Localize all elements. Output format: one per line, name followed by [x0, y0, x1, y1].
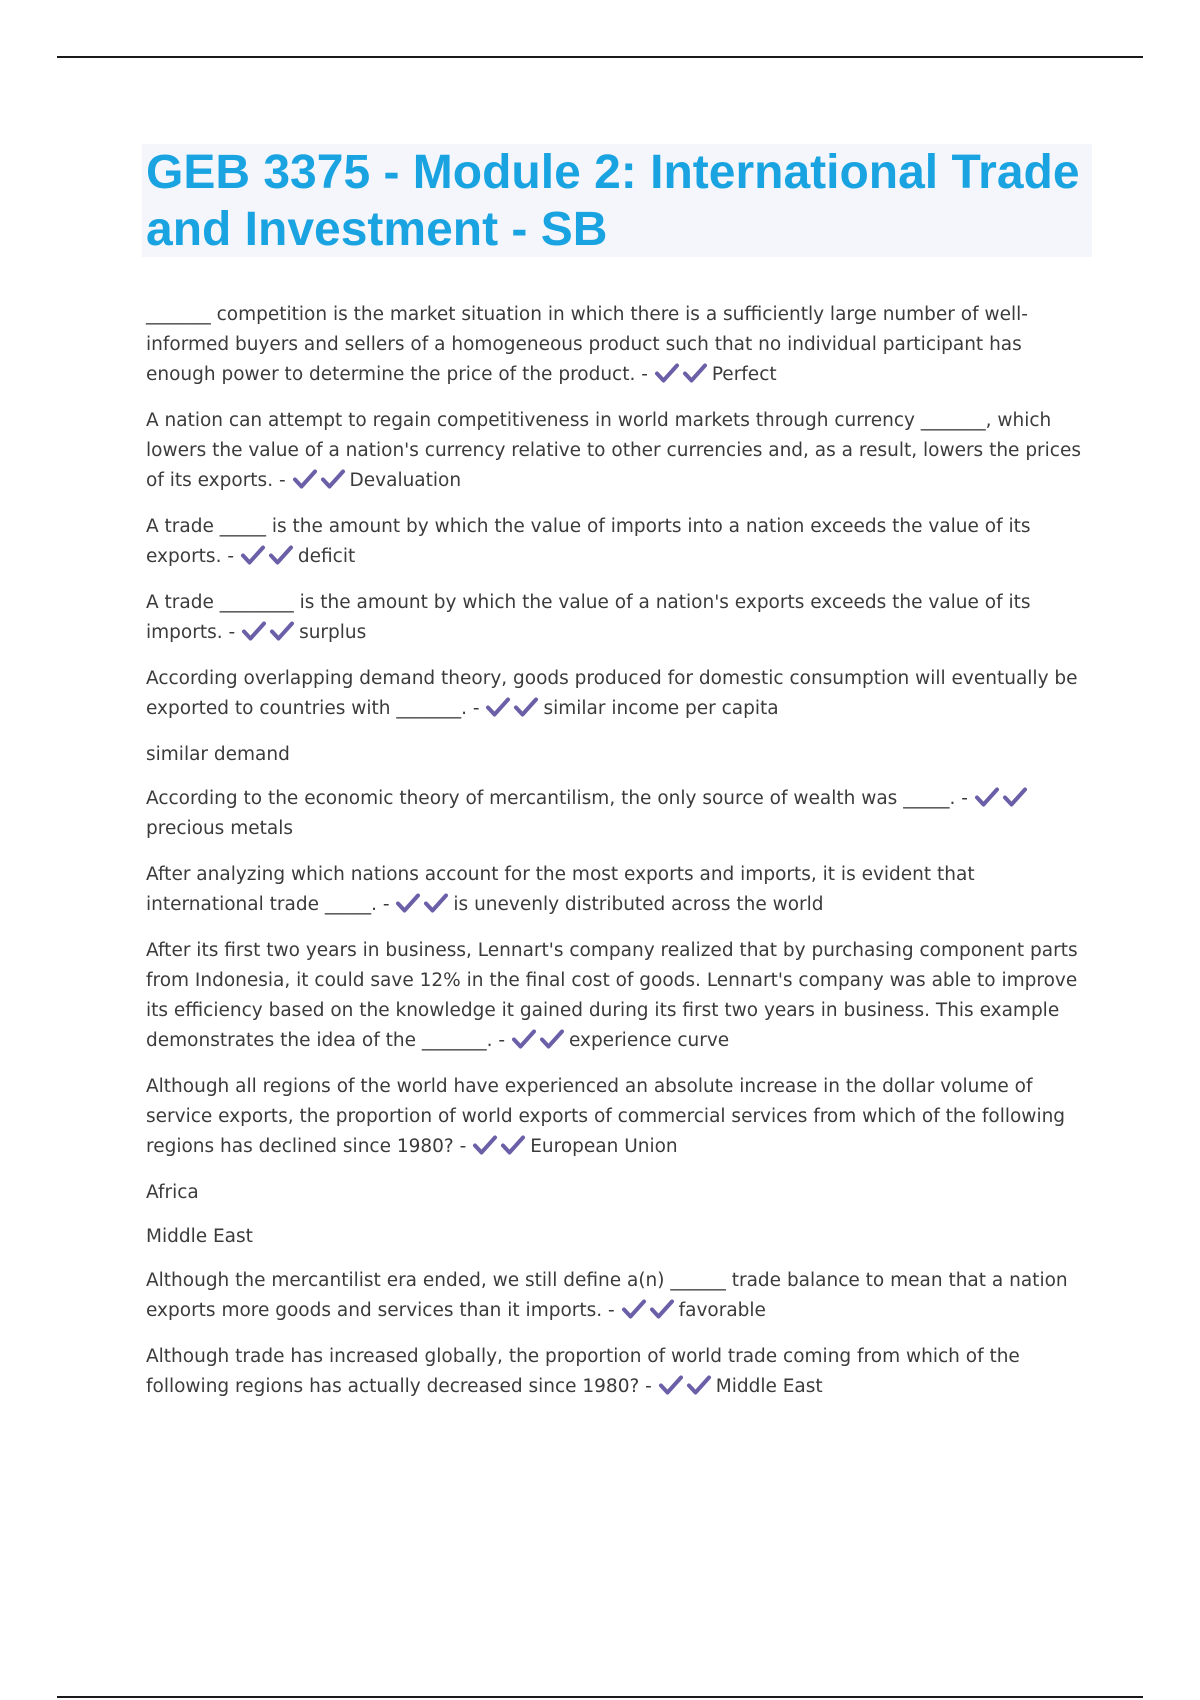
- question-text: A nation can attempt to regain competitiveness in world markets through currency _______, which lowers the value of a nation's currency relative to other currencies and, as a result, lowers the prices of its exports. -: [146, 410, 1081, 491]
- question-text: A trade _____ is the amount by which the value of imports into a nation exceeds the value of its exports. -: [146, 516, 1031, 567]
- check-icon: [485, 696, 511, 718]
- check-icon: [686, 1374, 712, 1396]
- check-icon: [472, 1134, 498, 1156]
- question-text: Although all regions of the world have experienced an absolute increase in the dollar volume of service exports, the proportion of world exports of commercial services from which of the following regions has declined since 1980? -: [146, 1076, 1066, 1157]
- answer-text: is unevenly distributed across the world: [453, 894, 824, 915]
- answer-text: similar income per capita: [543, 698, 779, 719]
- question-item: [146, 664, 1096, 724]
- answer-text: European Union: [530, 1136, 678, 1157]
- header-rule: [57, 56, 1143, 58]
- question-item: [146, 784, 1096, 844]
- check-icon: [974, 786, 1000, 808]
- check-icon: [395, 892, 421, 914]
- question-text: Although the mercantilist era ended, we still define a(n) ______ trade balance to mean that a nation exports more goods and services than it imports. -: [146, 1270, 1068, 1321]
- question-item: [146, 406, 1096, 496]
- answer-text: deficit: [297, 546, 356, 567]
- answer-option: similar demand: [146, 744, 290, 765]
- check-icon: [269, 620, 295, 642]
- answer-text: Devaluation: [349, 470, 462, 491]
- answer-text: experience curve: [568, 1030, 730, 1051]
- answer-text: favorable: [678, 1300, 766, 1321]
- check-icon: [241, 620, 267, 642]
- answer-text: Middle East: [715, 1376, 823, 1397]
- question-item: [146, 936, 1096, 1056]
- answer-option: Africa: [146, 1182, 199, 1203]
- check-icon: [658, 1374, 684, 1396]
- question-item: [146, 300, 1096, 390]
- question-text: After its first two years in business, Lennart's company realized that by purchasing component parts from Indonesia, it could save 12% in the final cost of goods. Lennart's company was able to improve its efficiency based on the knowledge it gained during its first two years in business. This example demonstrates the idea of the _______. -: [146, 940, 1078, 1051]
- question-text: According to the economic theory of mercantilism, the only source of wealth was _____. -: [146, 788, 968, 809]
- check-icon: [423, 892, 449, 914]
- check-icon: [539, 1028, 565, 1050]
- question-item: [146, 1266, 1096, 1326]
- question-text: _______ competition is the market situation in which there is a sufficiently large number of well-informed buyers and sellers of a homogeneous product such that no individual participant has enough power to determine the price of the product. -: [146, 304, 1028, 385]
- answer-text: Perfect: [711, 364, 777, 385]
- question-text: A trade ________ is the amount by which the value of a nation's exports exceeds the value of its imports. -: [146, 592, 1031, 643]
- check-icon: [649, 1298, 675, 1320]
- question-item: [146, 588, 1096, 648]
- question-item: [146, 512, 1096, 572]
- question-text: After analyzing which nations account for the most exports and imports, it is evident that international trade _____. -: [146, 864, 975, 915]
- footer-rule: [57, 1696, 1143, 1698]
- check-icon: [500, 1134, 526, 1156]
- answer-text: precious metals: [146, 818, 293, 839]
- answer-option: Middle East: [146, 1226, 253, 1247]
- question-item: [146, 1342, 1096, 1402]
- question-item: [146, 860, 1096, 920]
- check-icon: [511, 1028, 537, 1050]
- check-icon: [513, 696, 539, 718]
- check-icon: [682, 362, 708, 384]
- question-text: According overlapping demand theory, goods produced for domestic consumption will eventually be exported to countries with _______. -: [146, 668, 1078, 719]
- check-icon: [621, 1298, 647, 1320]
- check-icon: [268, 544, 294, 566]
- question-text: Although trade has increased globally, the proportion of world trade coming from which of the following regions has actually decreased since 1980? -: [146, 1346, 1020, 1397]
- check-icon: [654, 362, 680, 384]
- answer-text: surplus: [299, 622, 367, 643]
- check-icon: [292, 468, 318, 490]
- check-icon: [320, 468, 346, 490]
- check-icon: [1002, 786, 1028, 808]
- document-title: GEB 3375 - Module 2: International Trade and Investment - SB: [146, 146, 1080, 256]
- check-icon: [240, 544, 266, 566]
- question-item: [146, 1072, 1096, 1162]
- question-list: [146, 300, 1096, 1418]
